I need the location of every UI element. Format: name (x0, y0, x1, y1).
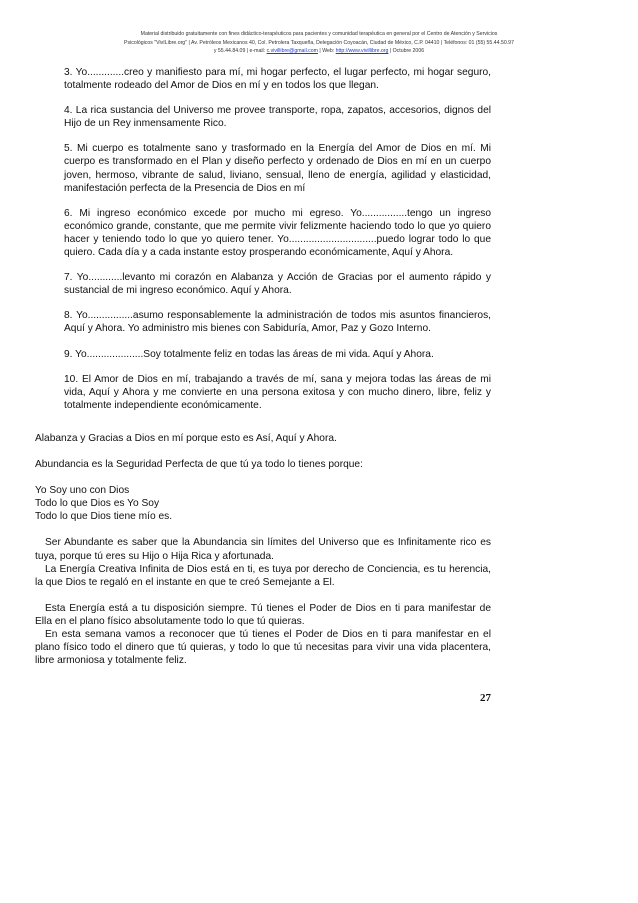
page-header (30, 30, 608, 56)
list-item: 7. Yo............levanto mi corazón en Alabanza y Acción de Gracias por el aumento rápido y sustancial de mi ingreso económico. Aquí y Ahora. (64, 272, 491, 297)
paragraph-esta-semana: En esta semana vamos a reconocer que tú tienes el Poder de Dios en ti para manifestar en el plano físico todo el dinero que tú quieras, y todo lo que tú necesitas para vivir una vida placentera, libre armoniosa y totalmente feliz. (35, 629, 491, 667)
paragraph-esta-energia: Esta Energía está a tu disposición siempre. Tú tienes el Poder de Dios en ti para manifestar de Ella en el plano físico absolutamente todo lo que tú quieras. (35, 602, 491, 627)
list-item: 10. El Amor de Dios en mí, trabajando a través de mí, sana y mejora todas las áreas de mi vida, Aquí y Ahora y me convierte en una persona exitosa y con mucho dinero, libre, feliz y totalmente independiente económicamente. (64, 373, 491, 411)
list-item: 8. Yo................asumo responsablemente la administración de todos mis asuntos financieros, Aquí y Ahora. Yo administro mis bienes con Sabiduría, Amor, Paz y Gozo Interno. (64, 310, 491, 335)
header-line-3 (30, 47, 608, 56)
paragraph-alabanza: Alabanza y Gracias a Dios en mí porque esto es Así, Aquí y Ahora. (35, 433, 337, 444)
header-date: | Octubre 2006 (388, 48, 425, 54)
email-link[interactable]: c.vivillibre@gmail.com (266, 48, 318, 54)
paragraph-abundancia: Abundancia es la Seguridad Perfecta de que tú ya todo lo tienes porque: (35, 459, 363, 471)
header-line-2: Psicológicos "VivILibre.org" | Av. Petróleos Mexicanos 40, Col. Petrolera Taxqueña, Delegación Coyoacán, Ciudad de México, C.P. 04410 | Teléfonos: 01 (55) 55.44.50.97 (124, 39, 514, 46)
paragraph-ser-abundante: Ser Abundante es saber que la Abundancia sin límites del Universo que es Infinitamente rico es tuya, porque tú eres su Hijo o Hija Rica y afortunada. (35, 537, 491, 562)
list-item: 3. Yo.............creo y manifiesto para mí, mi hogar perfecto, el lugar perfecto, mi hogar seguro, totalmente rodeado del Amor de Dios en mí y en todos los que llegan. (64, 67, 491, 92)
list-item: 6. Mi ingreso económico excede por mucho mi egreso. Yo................tengo un ingreso económico grande, constante, que me permite vivir felizmente haciendo todo lo que yo quiero hacer y teniendo todo lo que yo quiero tener. Yo...............................puedo lograr todo lo que quiero. Cada día y a cada instante estoy prosperando económicamente, Aquí y Ahora. (64, 207, 491, 259)
paragraph-yo-soy: Yo Soy uno con Dios (35, 485, 130, 497)
affirmation-list (64, 66, 491, 412)
paragraph-todo-dios-tiene: Todo lo que Dios tiene mío es. (35, 511, 173, 523)
paragraph-todo-dios-es: Todo lo que Dios es Yo Soy (35, 498, 160, 510)
header-contact-text: y 55.44.84.09 | e-mail: (213, 48, 267, 54)
paragraph-energia-creativa: La Energía Creativa Infinita de Dios está en ti, es tuya por derecho de Conciencia, es tu herencia, la que Dios te regaló en el instante en que te creó Semejante a El. (35, 563, 491, 588)
list-item: 9. Yo....................Soy totalmente feliz en todas las áreas de mi vida. Aquí y Ahora. (64, 348, 434, 360)
list-item: 5. Mi cuerpo es totalmente sano y trasformado en la Energía del Amor de Dios en mí. Mi cuerpo es transformado en el Plan y diseño perfecto y ordenado de Dios en mí en un cuerpo joven, hermoso, vibrante de salud, liviano, sensual, lleno de energía, agilidad y elasticidad, manifestación perfecta de la Presencia de Dios en mí (64, 143, 491, 194)
web-link[interactable]: http://www.vivillibre.org (335, 48, 389, 54)
body-text (35, 432, 491, 667)
header-line-1: Material distribuido gratuitamente con fines didáctico-terapéuticos para pacientes y comunidad terapéutica en general por el Centro de Atención y Servicios (140, 31, 498, 37)
list-item: 4. La rica sustancia del Universo me provee transporte, ropa, zapatos, accesorios, dignos del Hijo de un Rey inmensamente Rico. (64, 105, 491, 130)
header-web-label: | Web: (317, 48, 336, 54)
page-number: 27 (480, 692, 491, 704)
